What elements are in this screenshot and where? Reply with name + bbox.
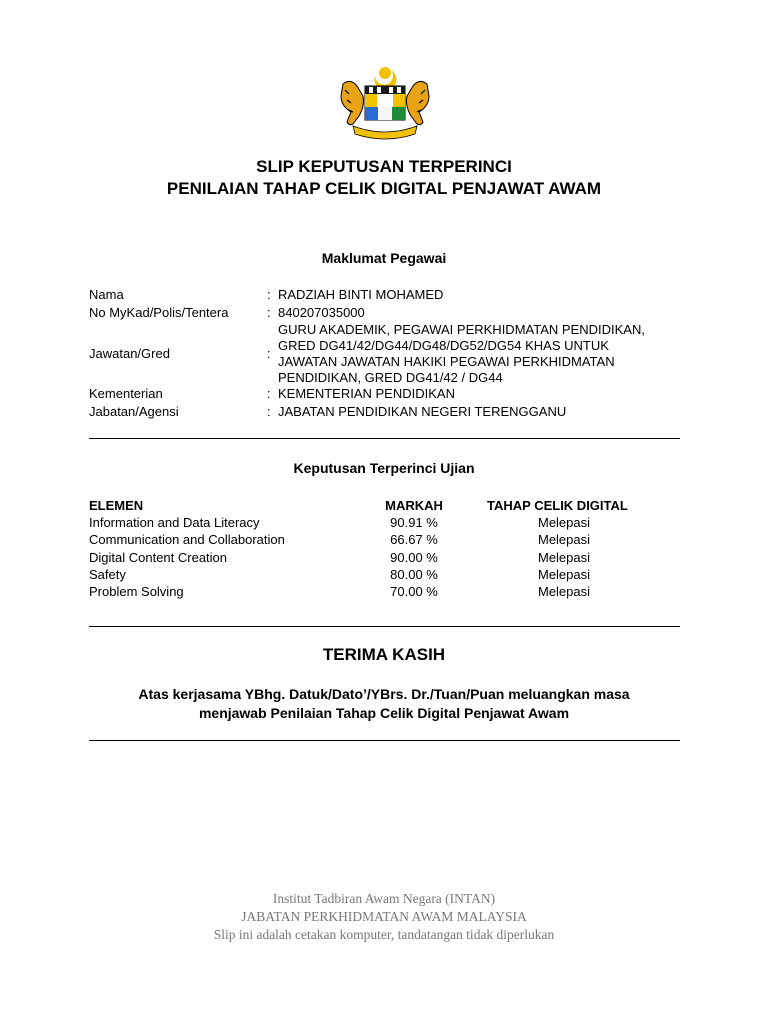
officer-info-heading: Maklumat Pegawai — [321, 250, 447, 266]
info-value-line: GURU AKADEMIK, PEGAWAI PERKHIDMATAN PENDIDIKAN, — [278, 322, 645, 337]
info-colon: : — [267, 386, 271, 401]
table-row — [89, 549, 689, 566]
column-header-level: TAHAP CELIK DIGITAL — [487, 498, 628, 513]
info-value-line: GRED DG41/42/DG44/DG48/DG52/DG54 KHAS UNTUK — [278, 338, 609, 353]
info-value-line: JAWATAN JAWATAN HAKIKI PEGAWAI PERKHIDMATAN — [278, 354, 615, 369]
table-row — [89, 531, 689, 548]
info-value: RADZIAH BINTI MOHAMED — [278, 287, 444, 302]
score-cell: 80.00 % — [390, 567, 438, 582]
score-cell: 90.91 % — [390, 515, 438, 530]
table-row — [89, 566, 689, 583]
score-cell: 90.00 % — [390, 550, 438, 565]
level-cell: Melepasi — [537, 515, 591, 530]
level-cell: Melepasi — [537, 550, 591, 565]
level-cell: Melepasi — [537, 584, 591, 599]
score-cell: 66.67 % — [390, 532, 438, 547]
thanks-message-line1: Atas kerjasama YBhg. Datuk/Dato’/YBrs. Dr./Tuan/Puan meluangkan masa — [138, 686, 630, 702]
level-cell: Melepasi — [537, 567, 591, 582]
element-cell: Problem Solving — [89, 584, 184, 599]
element-cell: Digital Content Creation — [89, 550, 228, 565]
table-row — [89, 583, 689, 600]
info-colon: : — [267, 346, 271, 361]
column-header-score: MARKAH — [385, 498, 443, 513]
results-heading: Keputusan Terperinci Ujian — [293, 460, 475, 476]
document-title-line1: SLIP KEPUTUSAN TERPERINCI — [256, 157, 512, 176]
footer-note: Slip ini adalah cetakan komputer, tandatangan tidak diperlukan — [213, 927, 555, 942]
element-cell: Safety — [89, 567, 126, 582]
element-cell: Information and Data Literacy — [89, 515, 260, 530]
score-cell: 70.00 % — [390, 584, 438, 599]
thanks-title: TERIMA KASIH — [322, 645, 446, 664]
divider — [89, 740, 680, 741]
element-cell: Communication and Collaboration — [89, 532, 285, 547]
info-colon: : — [267, 305, 271, 320]
footer-department: JABATAN PERKHIDMATAN AWAM MALAYSIA — [241, 909, 527, 924]
thanks-message-line2: menjawab Penilaian Tahap Celik Digital Penjawat Awam — [198, 705, 570, 721]
info-colon: : — [267, 404, 271, 419]
divider — [89, 438, 680, 439]
footer-institution: Institut Tadbiran Awam Negara (INTAN) — [272, 891, 496, 906]
document-title-line2: PENILAIAN TAHAP CELIK DIGITAL PENJAWAT AWAM — [166, 179, 602, 198]
info-value: KEMENTERIAN PENDIDIKAN — [278, 386, 455, 401]
info-label: Jabatan/Agensi — [89, 404, 179, 419]
info-label: Jawatan/Gred — [89, 346, 170, 361]
info-label: No MyKad/Polis/Tentera — [89, 305, 229, 320]
info-row-position — [89, 322, 689, 390]
table-row — [89, 514, 689, 531]
column-header-element: ELEMEN — [89, 498, 144, 513]
info-label: Nama — [89, 287, 124, 302]
info-value-line: PENDIDIKAN, GRED DG41/42 / DG44 — [278, 370, 503, 385]
info-label: Kementerian — [89, 386, 163, 401]
divider — [89, 626, 680, 627]
info-colon: : — [267, 287, 271, 302]
info-value: JABATAN PENDIDIKAN NEGERI TERENGGANU — [278, 404, 567, 419]
info-value: 840207035000 — [278, 305, 365, 320]
level-cell: Melepasi — [537, 532, 591, 547]
malaysia-coat-of-arms-icon — [331, 64, 439, 142]
